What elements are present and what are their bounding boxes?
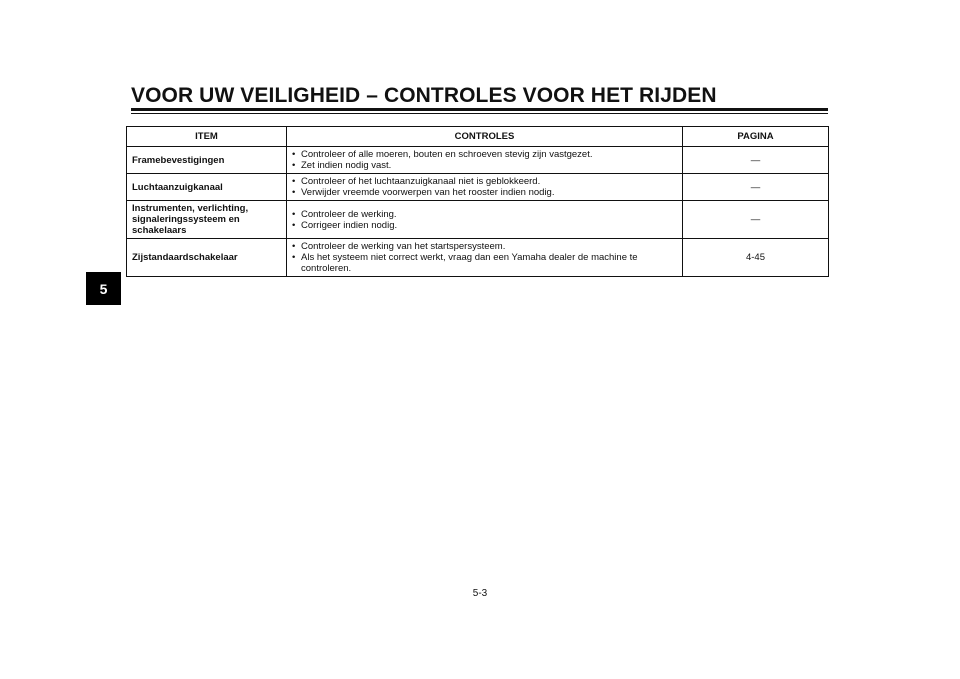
row-page: —: [683, 174, 829, 201]
check-item: • Corrigeer indien nodig.: [292, 220, 677, 231]
title-rule-thin: [131, 113, 828, 114]
row-page: —: [683, 147, 829, 174]
table-row: [127, 239, 829, 277]
page-title: VOOR UW VEILIGHEID – CONTROLES VOOR HET RIJDEN: [131, 84, 717, 107]
row-page: —: [683, 201, 829, 239]
check-item: • Controleer of alle moeren, bouten en schroeven stevig zijn vastgezet.: [292, 149, 677, 160]
row-controls: [287, 239, 683, 277]
header-controls: CONTROLES: [287, 127, 683, 147]
title-rule-thick: [131, 108, 828, 111]
table-row: [127, 201, 829, 239]
table-header-row: [127, 127, 829, 147]
row-page: 4-45: [683, 239, 829, 277]
chapter-tab: 5: [86, 272, 121, 305]
header-item: ITEM: [127, 127, 287, 147]
check-item: • Controleer de werking.: [292, 209, 677, 220]
page-number: 5-3: [472, 588, 488, 599]
row-controls: [287, 174, 683, 201]
row-item: Zijstandaardschakelaar: [127, 239, 287, 277]
controls-table: [126, 126, 829, 277]
row-item: Instrumenten, verlichting, signaleringssysteem en schakelaars: [127, 201, 287, 239]
row-controls: [287, 147, 683, 174]
row-item: Luchtaanzuigkanaal: [127, 174, 287, 201]
row-controls: [287, 201, 683, 239]
check-item: • Zet indien nodig vast.: [292, 160, 677, 171]
check-item: • Verwijder vreemde voorwerpen van het rooster indien nodig.: [292, 187, 677, 198]
row-item: Framebevestigingen: [127, 147, 287, 174]
header-page: PAGINA: [683, 127, 829, 147]
check-item: • Controleer of het luchtaanzuigkanaal niet is geblokkeerd.: [292, 176, 677, 187]
table-row: [127, 147, 829, 174]
check-item: • Als het systeem niet correct werkt, vraag dan een Yamaha dealer de machine te controleren.: [292, 252, 677, 274]
table-row: [127, 174, 829, 201]
check-item: • Controleer de werking van het startspersysteem.: [292, 241, 677, 252]
